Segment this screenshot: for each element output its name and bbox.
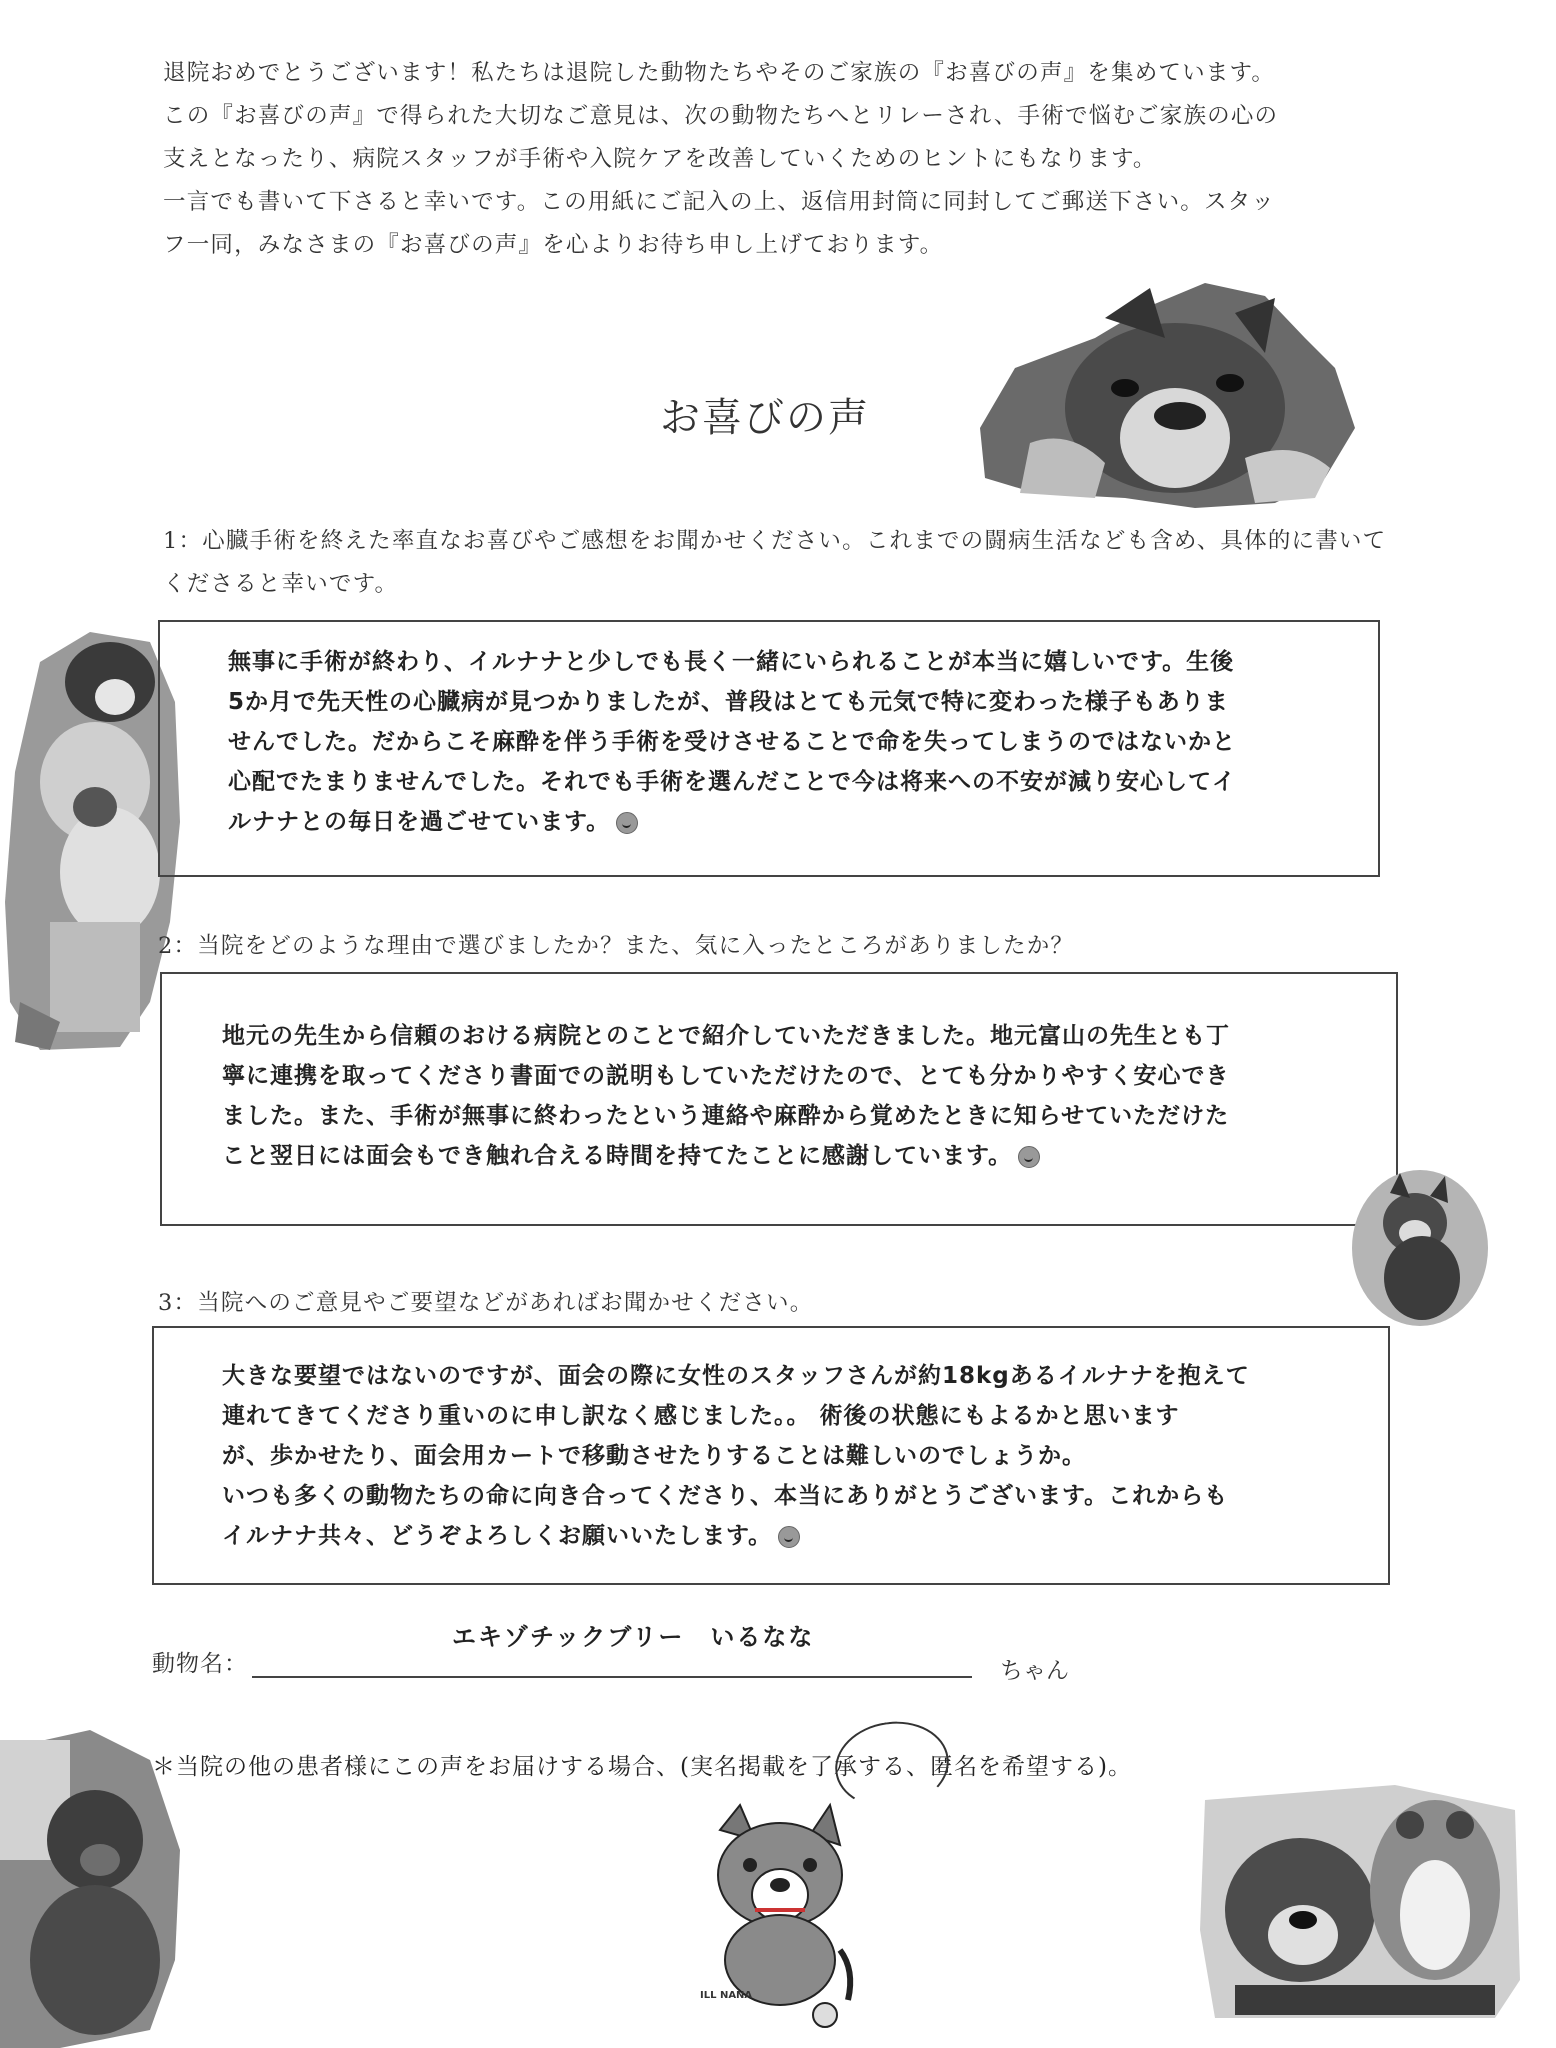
cartoon-caption: ILL NANA [700, 1990, 753, 2001]
answer-line [222, 1136, 1362, 1176]
answer-line: 無事に手術が終わり、イルナナと少しでも長く一緒にいられることが本当に嬉しいです。生後 [228, 649, 1235, 675]
answer-line: ました。また、手術が無事に終わったという連絡や麻酔から覚めたときに知らせていただけた [222, 1103, 1230, 1129]
intro-line: 一言でも書いて下さると幸いです。この用紙にご記入の上、返信用封筒に同封してご郵送下さい。スタッ [163, 189, 1276, 215]
intro-line: フ一同，みなさまの『お喜びの声』を心よりお待ち申し上げております。 [163, 232, 944, 258]
answer-line: 地元の先生から信頼のおける病院とのことで紹介していただきました。地元富山の先生とも丁 [222, 1023, 1230, 1049]
animal-name-value: エキゾチックブリー いるなな [452, 1623, 815, 1651]
intro-text [163, 52, 1393, 267]
answer-text: こと翌日には面会もでき触れ合える時間を持てたことに感謝しています。 [222, 1143, 1013, 1169]
answer-line: いつも多くの動物たちの命に向き合ってくださり、本当にありがとうございます。これからも [222, 1483, 1229, 1509]
answer-2 [222, 1016, 1362, 1176]
answer-line [228, 802, 1348, 842]
animal-name-suffix: ちゃん [1000, 1658, 1069, 1684]
answer-line [222, 1516, 1362, 1556]
intro-line: 支えとなったり、病院スタッフが手術や入院ケアを改善していくためのヒントにもなります。 [163, 146, 1157, 172]
animal-name-underline [252, 1676, 972, 1678]
answer-line: 大きな要望ではないのですが、面会の際に女性のスタッフさんが約18kgあるイルナナを抱えて [222, 1363, 1250, 1389]
answer-line: 5か月で先天性の心臓病が見つかりましたが、普段はとても元気で特に変わった様子もありま [228, 689, 1229, 715]
smile-emoji-icon [616, 812, 638, 834]
intro-line: この『お喜びの声』で得られた大切なご意見は、次の動物たちへとリレーされ、手術で悩むご家族の心の [163, 103, 1279, 129]
smile-emoji-icon [778, 1526, 800, 1548]
consent-text: ＊当院の他の患者様にこの声をお届けする場合、(実名掲載を了承する、匿名を希望する)。 [152, 1754, 1132, 1780]
answer-line: 連れてきてくださり重いのに申し訳なく感じました。。 術後の状態にもよるかと思います [222, 1403, 1180, 1429]
answer-3 [222, 1356, 1362, 1556]
dog-photo-icon [0, 1730, 185, 2048]
animal-name-label: 動物名： [152, 1651, 248, 1677]
answer-text: ルナナとの毎日を過ごせています。 [228, 809, 611, 835]
answer-1 [228, 642, 1348, 842]
question-3: 3：当院へのご意見やご要望などがあればお聞かせください。 [158, 1290, 814, 1316]
answer-line: せんでした。だからこそ麻酔を伴う手術を受けさせることで命を失ってしまうのではないかと [228, 729, 1236, 755]
answer-line: 寧に連携を取ってくださり書面での説明もしていただけたので、とても分かりやすく安心でき [222, 1063, 1230, 1089]
intro-line: 退院おめでとうございます！私たちは退院した動物たちやそのご家族の『お喜びの声』を集めています。 [163, 60, 1276, 86]
answer-line: が、歩かせたり、面会用カートで移動させたりすることは難しいのでしょうか。 [222, 1443, 1086, 1469]
dog-photo-icon [1195, 1780, 1525, 2020]
answer-text: イルナナ共々、どうぞよろしくお願いいたします。 [222, 1523, 773, 1549]
answer-line: 心配でたまりませんでした。それでも手術を選んだことで今は将来への不安が減り安心してイ [228, 769, 1236, 795]
page-title: お喜びの声 [660, 395, 870, 441]
question-1: 1：心臓手術を終えた率直なお喜びやご感想をお聞かせください。これまでの闘病生活なども含め、具体的に書いてくださると幸いです。 [163, 528, 1387, 597]
smile-emoji-icon [1018, 1146, 1040, 1168]
dog-photo-icon [975, 278, 1360, 510]
question-2: 2：当院をどのような理由で選びましたか？また、気に入ったところがありましたか？ [158, 933, 1075, 959]
